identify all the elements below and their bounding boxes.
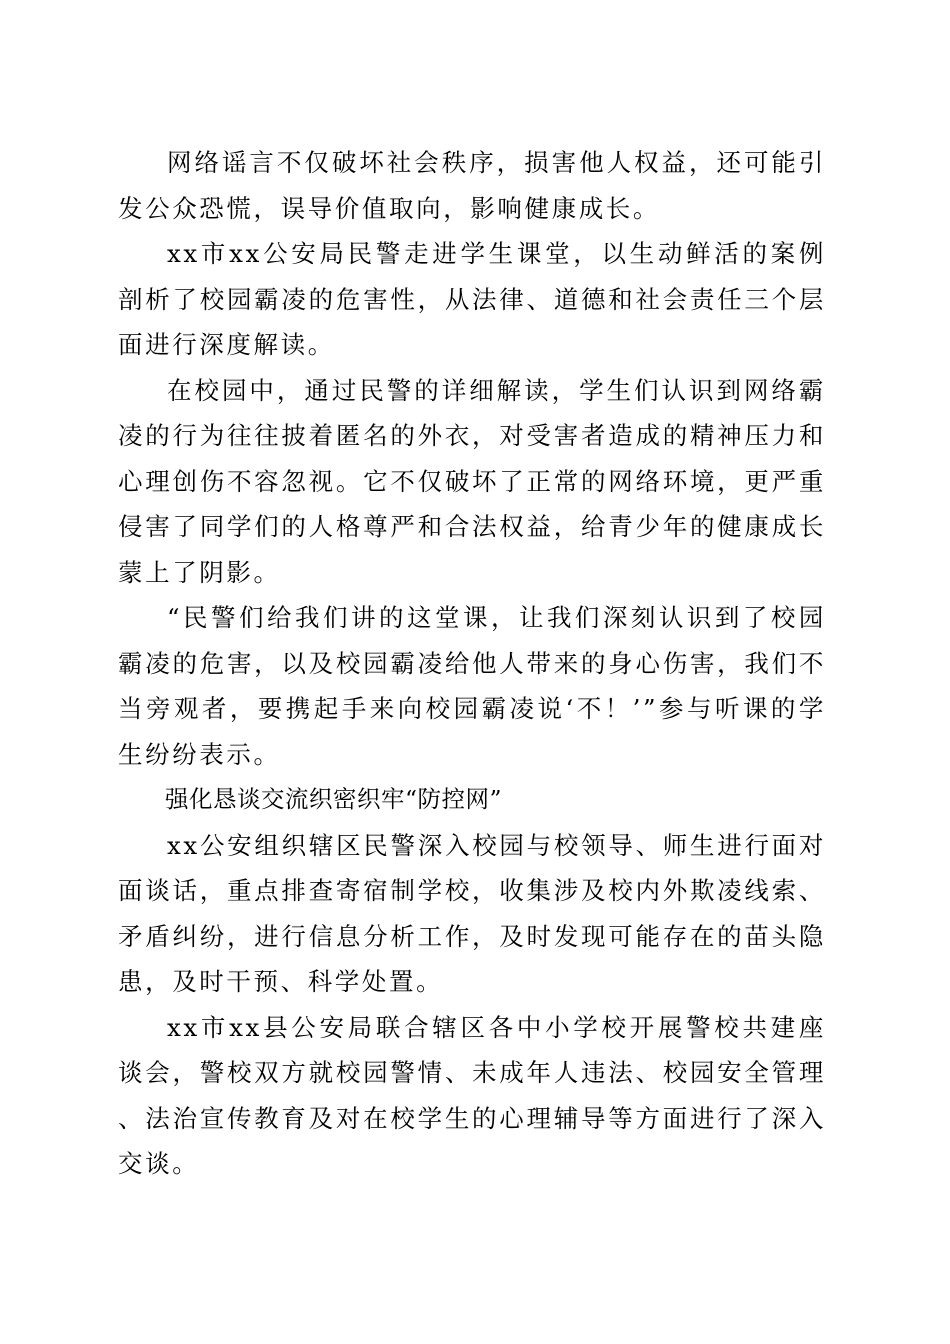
- section-heading: 强化恳谈交流织密织牢“防控网”: [165, 785, 503, 813]
- paragraph-rumor-harm: 网络谣言不仅破坏社会秩序，损害他人权益，还可能引发公众恐慌，误导价值取向，影响健康成长。: [118, 148, 826, 223]
- paragraph-student-quote: “民警们给我们讲的这堂课，让我们深刻认识到了校园霸凌的危害，以及校园霸凌给他人带来的身心伤害，我们不当旁观者，要携起手来向校园霸凌说‘不！’”参与听课的学生纷纷表示。: [118, 603, 826, 769]
- paragraph-campus-talks: xx公安组织辖区民警深入校园与校领导、师生进行面对面谈话，重点排查寄宿制学校，收集涉及校内外欺凌线索、矛盾纠纷，进行信息分析工作，及时发现可能存在的苗头隐患，及时干预、科学处置。: [118, 830, 826, 996]
- paragraph-police-classroom: xx市xx公安局民警走进学生课堂，以生动鲜活的案例剖析了校园霸凌的危害性，从法律、道德和社会责任三个层面进行深度解读。: [118, 239, 826, 359]
- document-body: [118, 140, 826, 1187]
- paragraph-police-school-forum: xx市xx县公安局联合辖区各中小学校开展警校共建座谈会，警校双方就校园警情、未成年人违法、校园安全管理、法治宣传教育及对在校学生的心理辅导等方面进行了深入交谈。: [118, 1012, 826, 1178]
- paragraph-cyberbullying-awareness: 在校园中，通过民警的详细解读，学生们认识到网络霸凌的行为往往披着匿名的外衣，对受害者造成的精神压力和心理创伤不容忽视。它不仅破坏了正常的网络环境，更严重侵害了同学们的人格尊严和合法权益，给青少年的健康成长蒙上了阴影。: [118, 375, 826, 587]
